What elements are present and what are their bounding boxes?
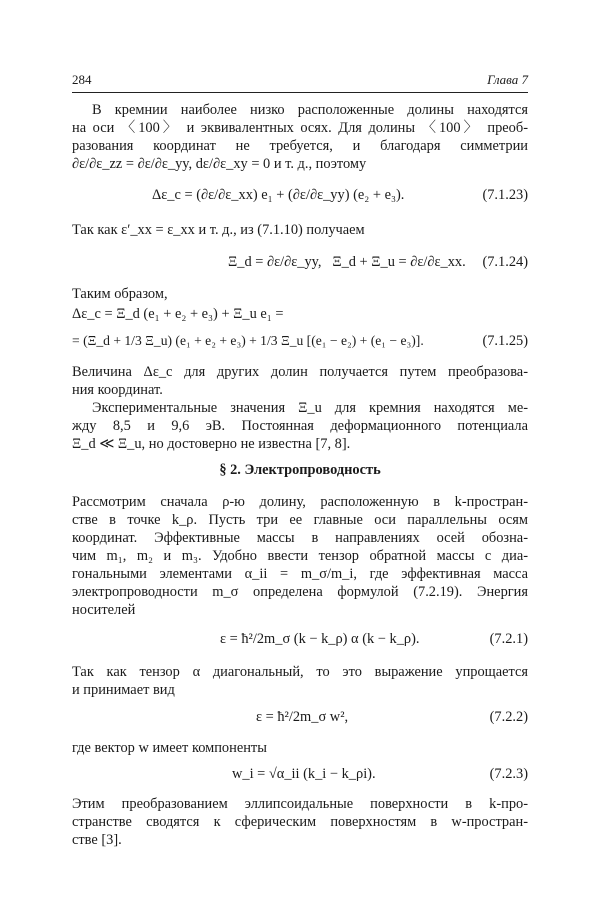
para3-line2: жду 8,5 и 9,6 эВ. Постоянная деформационного потенциала xyxy=(72,418,528,434)
eq-7-2-1-text: ε = ħ²/2m_σ (k − k_ρ) α (k − k_ρ). xyxy=(220,630,420,647)
eq-number-7-1-25: (7.1.25) xyxy=(482,333,528,349)
para2-line2: ния координат. xyxy=(72,382,163,398)
equation-7-1-24 xyxy=(228,245,466,279)
para1-line4: ∂ε/∂ε_zz = ∂ε/∂ε_yy, dε/∂ε_xy = 0 и т. д., поэтому xyxy=(72,156,367,172)
equation-7-1-25-line2 xyxy=(72,326,424,356)
eq-7-1-24-part2: Ξ_d + Ξ_u = ∂ε/∂ε_xx. xyxy=(332,253,466,270)
eq-7-1-25-line1-text: Δε_c = Ξ_d (e₁ + e₂ + e₃) + Ξ_u e₁ = xyxy=(72,305,284,322)
eq-7-1-23-lhs: Δε_c = xyxy=(152,186,193,203)
chapter-title: Глава 7 xyxy=(487,72,528,87)
eq-number-7-2-3: (7.2.3) xyxy=(489,766,528,782)
para1-line3: разования координат не требуется, и благодаря симметрии xyxy=(72,138,528,154)
para1-line1: В кремнии наиболее низко расположенные долины находятся xyxy=(92,102,528,118)
eq-number-7-1-24: (7.1.24) xyxy=(482,254,528,270)
para6-line3: стве [3]. xyxy=(72,832,122,848)
header-rule xyxy=(72,92,528,93)
eq-7-1-23-term2: (∂ε/∂ε_yy) (e₂ + e₃). xyxy=(288,186,405,203)
eq-number-7-2-2: (7.2.2) xyxy=(489,709,528,725)
running-header xyxy=(72,72,528,88)
para4-line7: носителей xyxy=(72,602,136,618)
eq-number-7-2-1: (7.2.1) xyxy=(489,631,528,647)
eq-7-1-23-term1: (∂ε/∂ε_xx) e₁ + xyxy=(196,186,285,203)
section-heading: § 2. Электропроводность xyxy=(219,462,381,478)
equation-7-2-2 xyxy=(256,702,348,732)
text-gde-vektor: где вектор w имеет компоненты xyxy=(72,740,267,756)
para2-line1: Величина Δε_c для других долин получается путем преобразова- xyxy=(72,364,528,380)
eq-7-2-3-text: w_i = √α_ii (k_i − k_ρi). xyxy=(232,765,376,782)
equation-7-2-1 xyxy=(220,624,419,654)
equation-7-1-25-line1 xyxy=(72,304,284,324)
eq-7-1-24-part1: Ξ_d = ∂ε/∂ε_yy, xyxy=(228,253,322,270)
eq-7-1-25-line2-text: = (Ξ_d + 1/3 Ξ_u) (e₁ + e₂ + e₃) + 1/3 Ξ_u [(e₁ − e₂) + (e₁ − e₃)]. xyxy=(72,333,424,348)
para3-line3: Ξ_d ≪ Ξ_u, но достоверно не известна [7, 8]. xyxy=(72,436,351,452)
text-tak-kak: Так как ε′_xx = ε_xx и т. д., из (7.1.10) получаем xyxy=(72,222,365,238)
eq-number-7-1-23: (7.1.23) xyxy=(482,187,528,203)
text-takim-obrazom: Таким образом, xyxy=(72,286,168,302)
equation-7-2-3 xyxy=(232,762,376,786)
para4-line6: электропроводности m_σ определена формулой (7.2.19). Энергия xyxy=(72,584,528,600)
para1-line2: на оси 〈100〉 и эквивалентных осях. Для долины 〈100〉 преоб- xyxy=(72,120,528,136)
eq-7-2-2-text: ε = ħ²/2m_σ w², xyxy=(256,708,349,725)
para4-line4: чим m₁, m₂ и m₃. Удобно ввести тензор обратной массы с диа- xyxy=(72,548,528,564)
equation-7-1-23 xyxy=(152,178,404,212)
para4-line1: Рассмотрим сначала ρ-ю долину, расположенную в k-простран- xyxy=(72,494,528,510)
para5-line2: и принимает вид xyxy=(72,682,175,698)
para3-line1: Экспериментальные значения Ξ_u для кремния находятся ме- xyxy=(92,400,528,416)
para5-line1: Так как тензор α диагональный, то это выражение упрощается xyxy=(72,664,528,680)
para6-line1: Этим преобразованием эллипсоидальные поверхности в k-про- xyxy=(72,796,528,812)
para6-line2: странстве сводятся к сферическим поверхностям в w-простран- xyxy=(72,814,528,830)
para4-line5: гональными элементами α_ii = m_σ/m_i, где эффективная масса xyxy=(72,566,528,582)
page-number: 284 xyxy=(72,72,92,87)
para4-line3: координат. Эффективные массы в направлениях осей обозна- xyxy=(72,530,528,546)
para4-line2: стве в точке k_ρ. Пусть три ее главные оси параллельны осям xyxy=(72,512,528,528)
